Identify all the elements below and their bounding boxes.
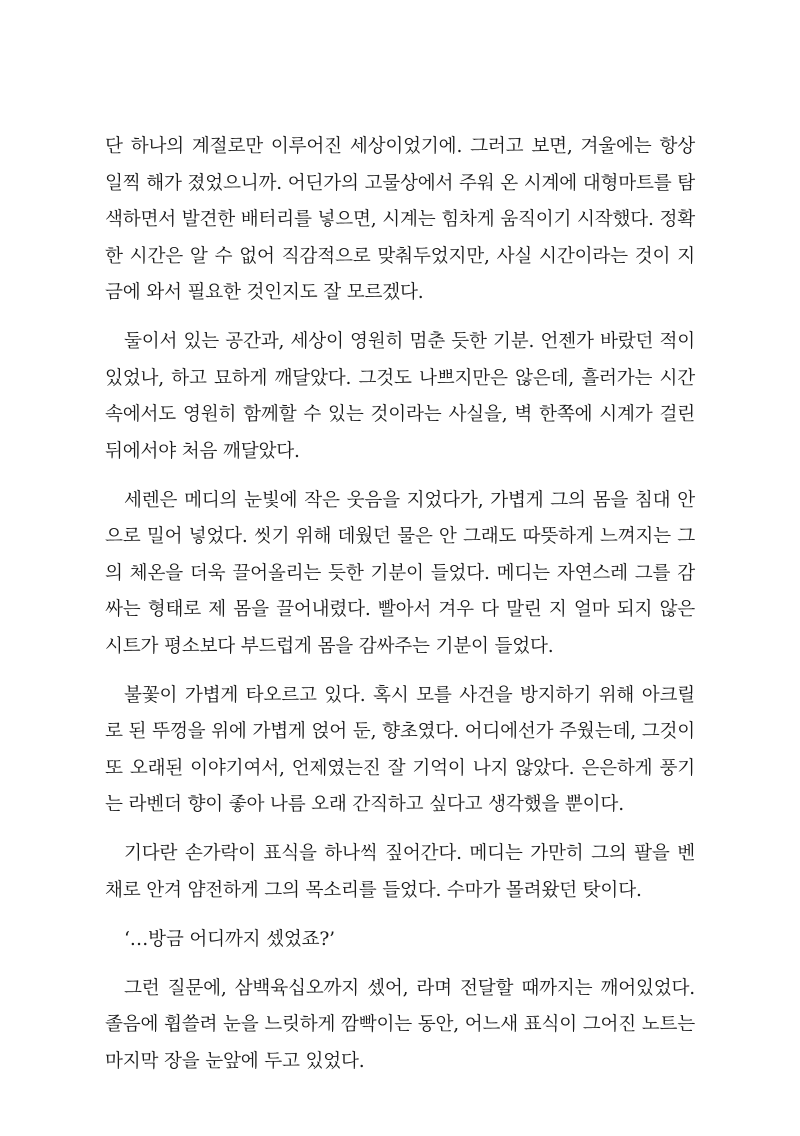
paragraph-5: 기다란 손가락이 표식을 하나씩 짚어간다. 메디는 가만히 그의 팔을 벤 채로 안겨 얌전하게 그의 목소리를 들었다. 수마가 몰려왔던 탓이다.: [105, 843, 695, 901]
paragraph-2: 둘이서 있는 공간과, 세상이 영원히 멈춘 듯한 기분. 언젠가 바랐던 적이 있었나, 하고 묘하게 깨달았다. 그것도 나쁘지만은 않은데, 흘러가는 시간 속에서도 영원히 함께할 수 있는 것이라는 사실을, 벽 한쪽에 시계가 걸린 뒤에서야 처음 깨달았다.: [105, 331, 695, 462]
paragraph-1: 단 하나의 계절로만 이루어진 세상이었기에. 그러고 보면, 겨울에는 항상 일찍 해가 졌었으니까. 어딘가의 고물상에서 주워 온 시계에 대형마트를 탐색하면서 발견한 배터리를 넣으면, 시계는 힘차게 움직이기 시작했다. 정확한 시간은 알 수 없어 직감적으로 맞춰두었지만, 사실 시간이라는 것이 지금에 와서 필요한 것인지도 잘 모르겠다.: [105, 136, 695, 303]
paragraph-6-dialogue: ‘…방금 어디까지 셌었죠?’: [124, 928, 335, 950]
paragraph-7: 그런 질문에, 삼백육십오까지 셌어, 라며 전달할 때까지는 깨어있었다. 졸음에 휩쓸려 눈을 느릿하게 깜빡이는 동안, 어느새 표식이 그어진 노트는 마지막 장을 눈앞에 두고 있었다.: [105, 977, 695, 1072]
paragraph-3: 세렌은 메디의 눈빛에 작은 웃음을 지었다가, 가볍게 그의 몸을 침대 안으로 밀어 넣었다. 씻기 위해 데웠던 물은 안 그래도 따뜻하게 느껴지는 그의 체온을 더욱 끌어올리는 듯한 기분이 들었다. 메디는 자연스레 그를 감싸는 형태로 제 몸을 끌어내렸다. 빨아서 겨우 다 말린 지 얼마 되지 않은 시트가 평소보다 부드럽게 몸을 감싸주는 기분이 들었다.: [105, 489, 695, 657]
paragraph-4: 불꽃이 가볍게 타오르고 있다. 혹시 모를 사건을 방지하기 위해 아크릴로 된 뚜껑을 위에 가볍게 얹어 둔, 향초였다. 어디에선가 주웠는데, 그것이 또 오래된 이야기여서, 언제였는진 잘 기억이 나지 않았다. 은은하게 풍기는 라벤더 향이 좋아 나름 오래 간직하고 싶다고 생각했을 뿐이다.: [105, 684, 695, 815]
body-text: [105, 129, 695, 1080]
